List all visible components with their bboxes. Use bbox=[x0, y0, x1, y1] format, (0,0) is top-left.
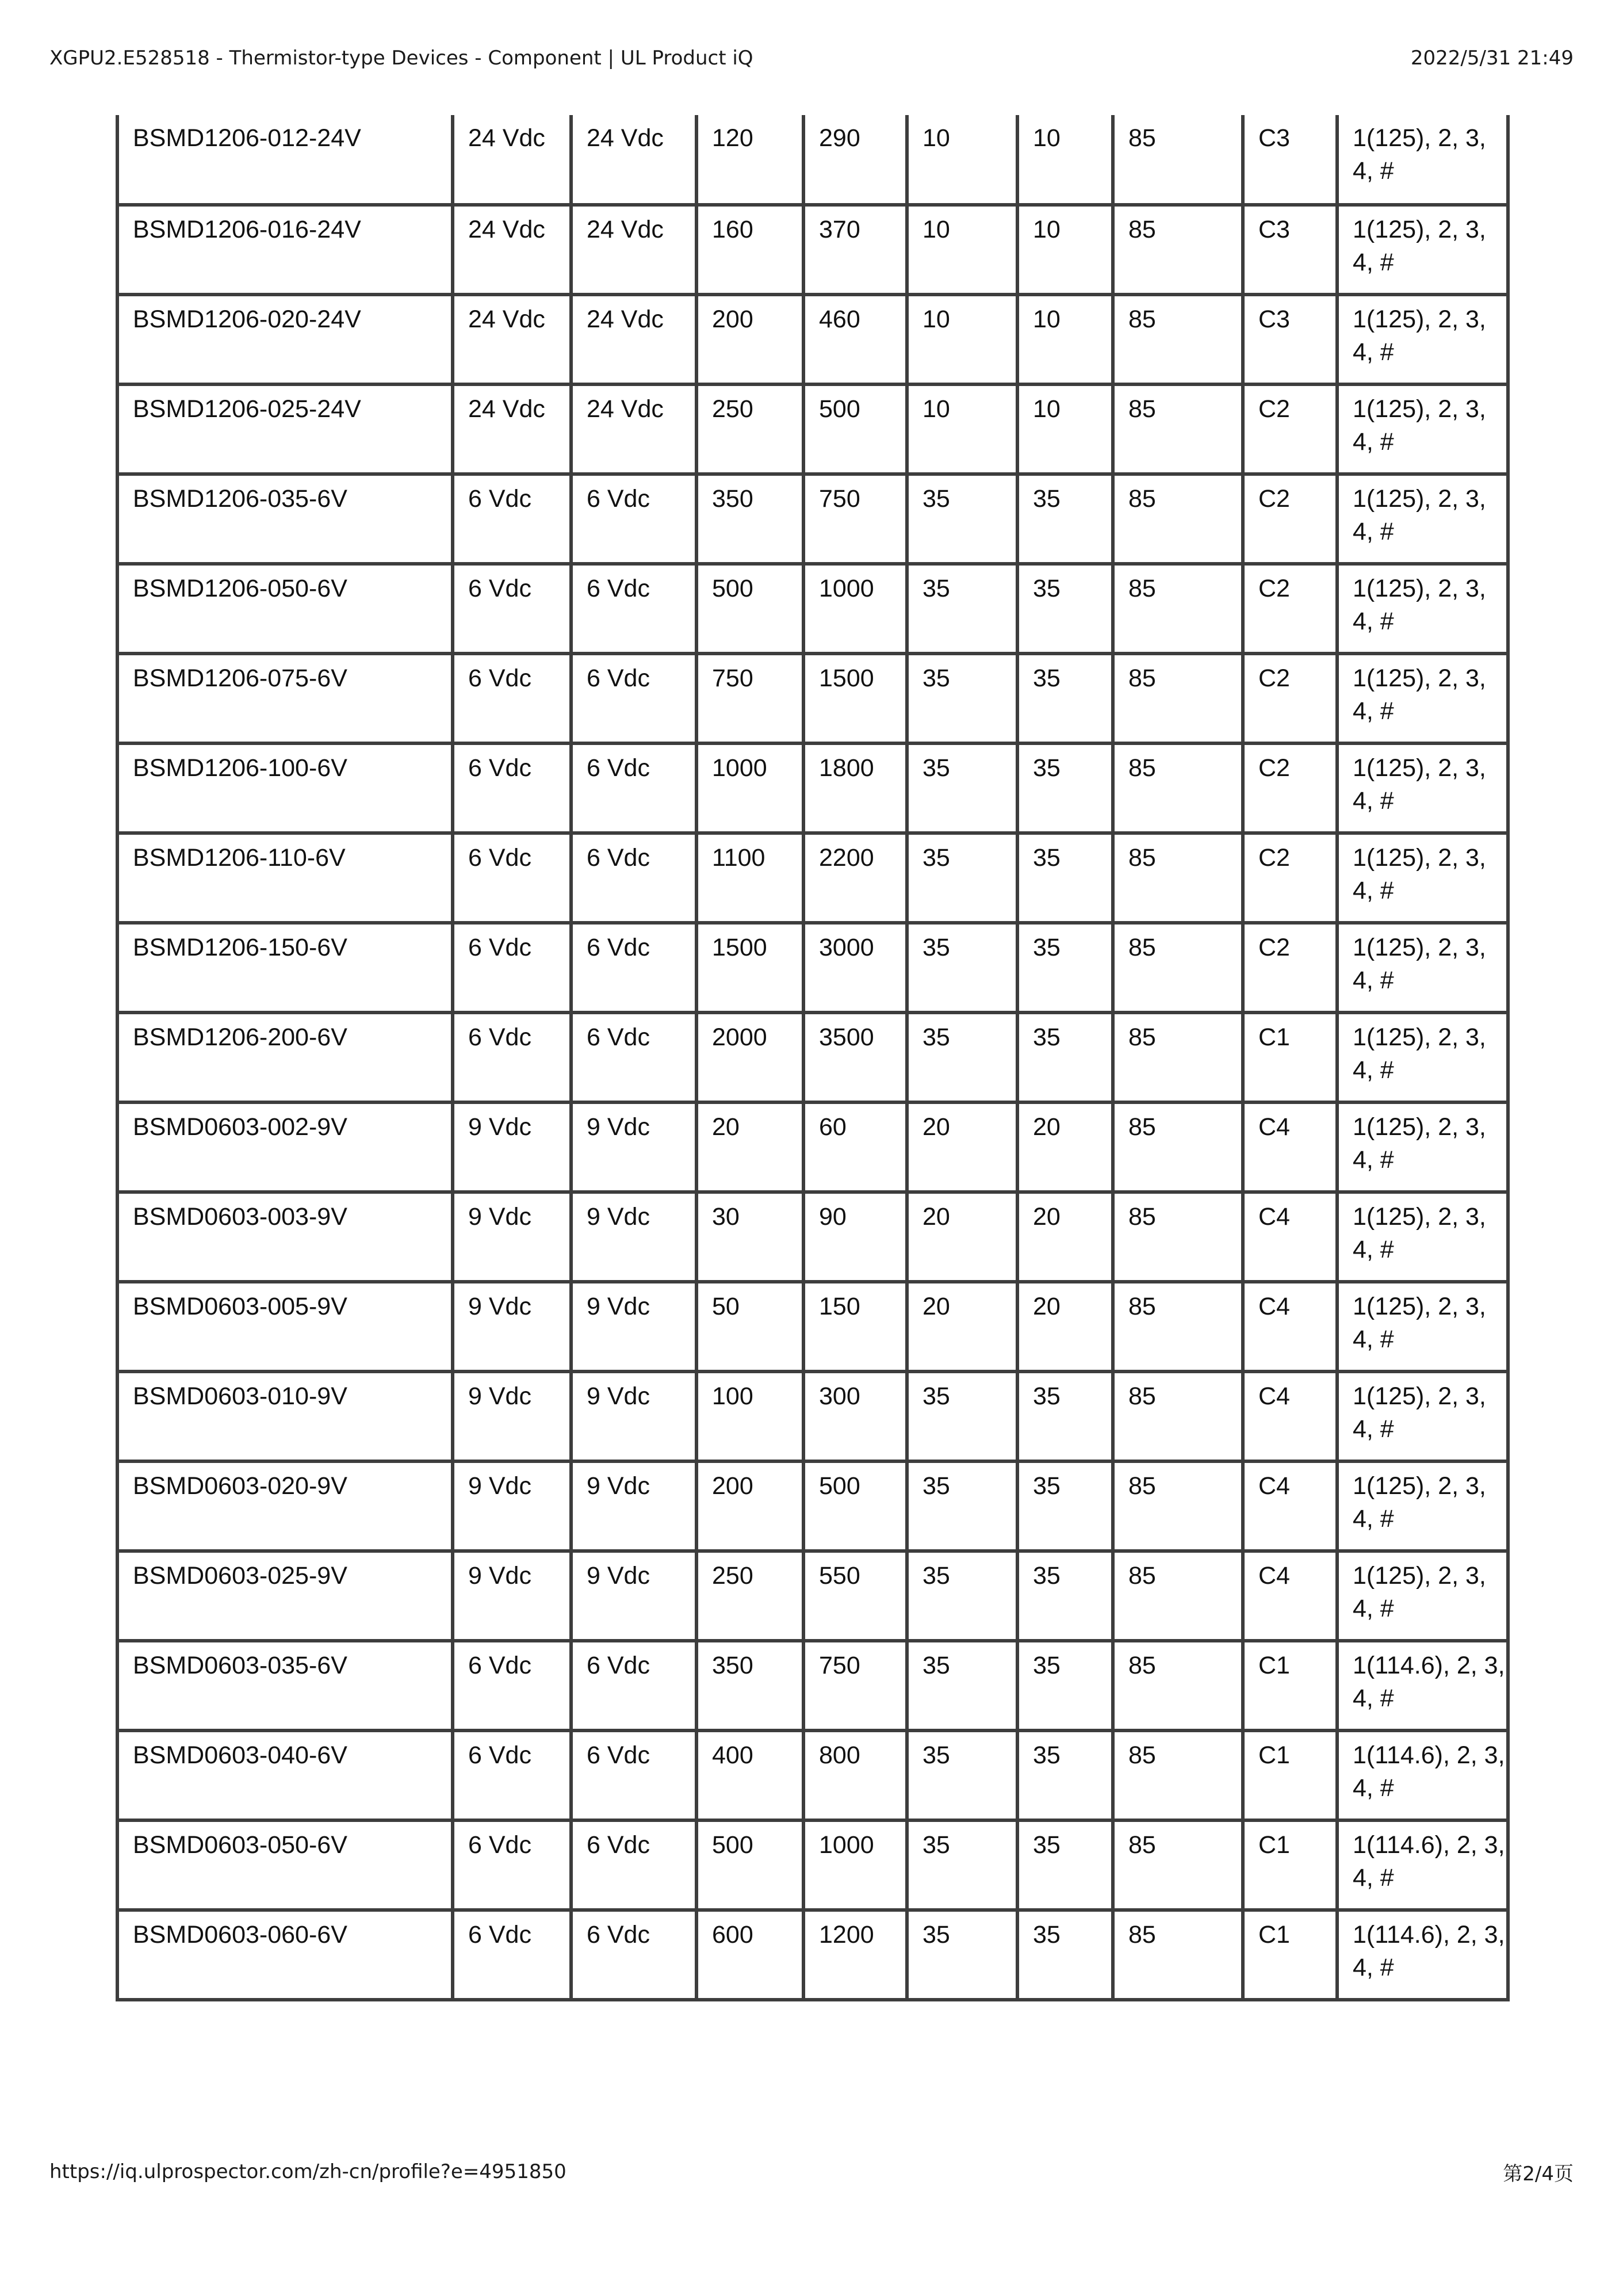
cat-no-cell: BSMD0603-010-9V bbox=[117, 1372, 453, 1461]
trip-current-cell: 1000 bbox=[803, 1820, 907, 1910]
cat-no-cell: BSMD0603-025-9V bbox=[117, 1551, 453, 1641]
max-voltage-cell: 6 Vdc bbox=[571, 654, 696, 743]
conditions-cell: 1(125), 2, 3, 4, # bbox=[1337, 1192, 1508, 1282]
max-current-a-cell: 35 bbox=[907, 564, 1017, 654]
max-temp-cell: 85 bbox=[1113, 1461, 1243, 1551]
max-voltage-cell: 9 Vdc bbox=[571, 1192, 696, 1282]
rated-voltage-cell: 24 Vdc bbox=[453, 295, 571, 384]
hold-current-cell: 120 bbox=[696, 115, 803, 205]
rated-voltage-cell: 6 Vdc bbox=[453, 923, 571, 1013]
max-voltage-cell: 6 Vdc bbox=[571, 743, 696, 833]
table-row bbox=[117, 833, 1508, 923]
category-cell: C2 bbox=[1243, 564, 1337, 654]
max-voltage-cell: 6 Vdc bbox=[571, 474, 696, 564]
max-voltage-cell: 9 Vdc bbox=[571, 1102, 696, 1192]
hold-current-cell: 350 bbox=[696, 474, 803, 564]
cat-no-cell: BSMD1206-200-6V bbox=[117, 1013, 453, 1102]
rated-voltage-cell: 6 Vdc bbox=[453, 743, 571, 833]
max-temp-cell: 85 bbox=[1113, 205, 1243, 295]
max-current-b-cell: 20 bbox=[1017, 1192, 1113, 1282]
max-temp-cell: 85 bbox=[1113, 564, 1243, 654]
cat-no-cell: BSMD1206-050-6V bbox=[117, 564, 453, 654]
table-row bbox=[117, 474, 1508, 564]
rated-voltage-cell: 6 Vdc bbox=[453, 1730, 571, 1820]
rated-voltage-cell: 9 Vdc bbox=[453, 1372, 571, 1461]
max-temp-cell: 85 bbox=[1113, 1013, 1243, 1102]
max-current-a-cell: 35 bbox=[907, 1730, 1017, 1820]
trip-current-cell: 90 bbox=[803, 1192, 907, 1282]
trip-current-cell: 550 bbox=[803, 1551, 907, 1641]
max-voltage-cell: 6 Vdc bbox=[571, 564, 696, 654]
hold-current-cell: 500 bbox=[696, 1820, 803, 1910]
max-current-a-cell: 35 bbox=[907, 1910, 1017, 2000]
max-temp-cell: 85 bbox=[1113, 384, 1243, 474]
max-temp-cell: 85 bbox=[1113, 115, 1243, 205]
trip-current-cell: 1500 bbox=[803, 654, 907, 743]
max-current-a-cell: 10 bbox=[907, 115, 1017, 205]
conditions-cell: 1(125), 2, 3, 4, # bbox=[1337, 205, 1508, 295]
cat-no-cell: BSMD1206-035-6V bbox=[117, 474, 453, 564]
table-row bbox=[117, 115, 1508, 205]
table-row bbox=[117, 1461, 1508, 1551]
max-voltage-cell: 6 Vdc bbox=[571, 1910, 696, 2000]
table-row bbox=[117, 295, 1508, 384]
conditions-cell: 1(125), 2, 3, 4, # bbox=[1337, 115, 1508, 205]
category-cell: C3 bbox=[1243, 295, 1337, 384]
category-cell: C2 bbox=[1243, 654, 1337, 743]
rated-voltage-cell: 9 Vdc bbox=[453, 1461, 571, 1551]
max-current-a-cell: 35 bbox=[907, 923, 1017, 1013]
conditions-cell: 1(125), 2, 3, 4, # bbox=[1337, 564, 1508, 654]
hold-current-cell: 1500 bbox=[696, 923, 803, 1013]
max-voltage-cell: 24 Vdc bbox=[571, 205, 696, 295]
print-footer bbox=[49, 2159, 1574, 2185]
table-row bbox=[117, 1551, 1508, 1641]
conditions-cell: 1(125), 2, 3, 4, # bbox=[1337, 1013, 1508, 1102]
category-cell: C2 bbox=[1243, 474, 1337, 564]
conditions-cell: 1(125), 2, 3, 4, # bbox=[1337, 743, 1508, 833]
trip-current-cell: 2200 bbox=[803, 833, 907, 923]
cat-no-cell: BSMD0603-040-6V bbox=[117, 1730, 453, 1820]
hold-current-cell: 750 bbox=[696, 654, 803, 743]
max-current-a-cell: 35 bbox=[907, 833, 1017, 923]
rated-voltage-cell: 24 Vdc bbox=[453, 205, 571, 295]
table-row bbox=[117, 1641, 1508, 1730]
page-indicator: 第2/4页 bbox=[1503, 2162, 1574, 2186]
cat-no-cell: BSMD0603-050-6V bbox=[117, 1820, 453, 1910]
category-cell: C2 bbox=[1243, 923, 1337, 1013]
hold-current-cell: 350 bbox=[696, 1641, 803, 1730]
trip-current-cell: 290 bbox=[803, 115, 907, 205]
table-row bbox=[117, 1910, 1508, 2000]
table-row bbox=[117, 1192, 1508, 1282]
hold-current-cell: 200 bbox=[696, 1461, 803, 1551]
table-row bbox=[117, 1282, 1508, 1372]
max-current-b-cell: 20 bbox=[1017, 1282, 1113, 1372]
hold-current-cell: 160 bbox=[696, 205, 803, 295]
category-cell: C1 bbox=[1243, 1820, 1337, 1910]
max-temp-cell: 85 bbox=[1113, 833, 1243, 923]
max-temp-cell: 85 bbox=[1113, 474, 1243, 564]
max-temp-cell: 85 bbox=[1113, 923, 1243, 1013]
max-temp-cell: 85 bbox=[1113, 654, 1243, 743]
max-current-b-cell: 10 bbox=[1017, 384, 1113, 474]
trip-current-cell: 1200 bbox=[803, 1910, 907, 2000]
trip-current-cell: 150 bbox=[803, 1282, 907, 1372]
max-current-a-cell: 35 bbox=[907, 1372, 1017, 1461]
cat-no-cell: BSMD0603-002-9V bbox=[117, 1102, 453, 1192]
max-voltage-cell: 6 Vdc bbox=[571, 923, 696, 1013]
trip-current-cell: 500 bbox=[803, 384, 907, 474]
conditions-cell: 1(125), 2, 3, 4, # bbox=[1337, 384, 1508, 474]
max-voltage-cell: 6 Vdc bbox=[571, 1730, 696, 1820]
trip-current-cell: 750 bbox=[803, 474, 907, 564]
conditions-cell: 1(125), 2, 3, 4, # bbox=[1337, 1461, 1508, 1551]
category-cell: C4 bbox=[1243, 1282, 1337, 1372]
trip-current-cell: 460 bbox=[803, 295, 907, 384]
max-current-b-cell: 35 bbox=[1017, 1461, 1113, 1551]
max-temp-cell: 85 bbox=[1113, 1730, 1243, 1820]
max-current-a-cell: 35 bbox=[907, 1461, 1017, 1551]
trip-current-cell: 500 bbox=[803, 1461, 907, 1551]
category-cell: C4 bbox=[1243, 1192, 1337, 1282]
category-cell: C1 bbox=[1243, 1641, 1337, 1730]
max-temp-cell: 85 bbox=[1113, 1102, 1243, 1192]
max-current-b-cell: 35 bbox=[1017, 923, 1113, 1013]
rated-voltage-cell: 6 Vdc bbox=[453, 564, 571, 654]
table-row bbox=[117, 1820, 1508, 1910]
max-current-b-cell: 35 bbox=[1017, 1013, 1113, 1102]
max-voltage-cell: 24 Vdc bbox=[571, 384, 696, 474]
rated-voltage-cell: 9 Vdc bbox=[453, 1102, 571, 1192]
max-current-a-cell: 10 bbox=[907, 384, 1017, 474]
category-cell: C3 bbox=[1243, 205, 1337, 295]
rated-voltage-cell: 9 Vdc bbox=[453, 1282, 571, 1372]
rated-voltage-cell: 6 Vdc bbox=[453, 1013, 571, 1102]
cat-no-cell: BSMD1206-075-6V bbox=[117, 654, 453, 743]
max-voltage-cell: 9 Vdc bbox=[571, 1282, 696, 1372]
rated-voltage-cell: 24 Vdc bbox=[453, 384, 571, 474]
document-title: XGPU2.E528518 - Thermistor-type Devices - Component | UL Product iQ bbox=[49, 47, 753, 70]
hold-current-cell: 250 bbox=[696, 1551, 803, 1641]
hold-current-cell: 100 bbox=[696, 1372, 803, 1461]
max-current-a-cell: 35 bbox=[907, 654, 1017, 743]
cat-no-cell: BSMD1206-020-24V bbox=[117, 295, 453, 384]
max-voltage-cell: 9 Vdc bbox=[571, 1551, 696, 1641]
cat-no-cell: BSMD0603-060-6V bbox=[117, 1910, 453, 2000]
hold-current-cell: 600 bbox=[696, 1910, 803, 2000]
conditions-cell: 1(114.6), 2, 3, 4, # bbox=[1337, 1820, 1508, 1910]
category-cell: C1 bbox=[1243, 1730, 1337, 1820]
component-ratings-table bbox=[116, 115, 1510, 2001]
trip-current-cell: 370 bbox=[803, 205, 907, 295]
rated-voltage-cell: 6 Vdc bbox=[453, 1910, 571, 2000]
hold-current-cell: 200 bbox=[696, 295, 803, 384]
hold-current-cell: 400 bbox=[696, 1730, 803, 1820]
hold-current-cell: 1100 bbox=[696, 833, 803, 923]
max-current-a-cell: 35 bbox=[907, 1013, 1017, 1102]
cat-no-cell: BSMD1206-150-6V bbox=[117, 923, 453, 1013]
max-current-b-cell: 10 bbox=[1017, 295, 1113, 384]
max-current-b-cell: 35 bbox=[1017, 564, 1113, 654]
cat-no-cell: BSMD0603-035-6V bbox=[117, 1641, 453, 1730]
max-voltage-cell: 9 Vdc bbox=[571, 1461, 696, 1551]
conditions-cell: 1(125), 2, 3, 4, # bbox=[1337, 654, 1508, 743]
table-row bbox=[117, 564, 1508, 654]
table-row bbox=[117, 654, 1508, 743]
table-row bbox=[117, 1102, 1508, 1192]
max-current-a-cell: 20 bbox=[907, 1282, 1017, 1372]
max-voltage-cell: 6 Vdc bbox=[571, 1013, 696, 1102]
table-row bbox=[117, 923, 1508, 1013]
rated-voltage-cell: 6 Vdc bbox=[453, 474, 571, 564]
rated-voltage-cell: 9 Vdc bbox=[453, 1551, 571, 1641]
max-current-a-cell: 20 bbox=[907, 1192, 1017, 1282]
max-voltage-cell: 24 Vdc bbox=[571, 115, 696, 205]
max-current-b-cell: 35 bbox=[1017, 1372, 1113, 1461]
table-row bbox=[117, 1013, 1508, 1102]
cat-no-cell: BSMD1206-100-6V bbox=[117, 743, 453, 833]
rated-voltage-cell: 24 Vdc bbox=[453, 115, 571, 205]
print-timestamp: 2022/5/31 21:49 bbox=[1410, 47, 1574, 70]
max-current-b-cell: 35 bbox=[1017, 1820, 1113, 1910]
max-temp-cell: 85 bbox=[1113, 1282, 1243, 1372]
max-temp-cell: 85 bbox=[1113, 1551, 1243, 1641]
max-current-a-cell: 20 bbox=[907, 1102, 1017, 1192]
conditions-cell: 1(125), 2, 3, 4, # bbox=[1337, 833, 1508, 923]
max-current-b-cell: 35 bbox=[1017, 1910, 1113, 2000]
table-row bbox=[117, 1730, 1508, 1820]
table-body bbox=[117, 115, 1508, 2000]
max-temp-cell: 85 bbox=[1113, 1910, 1243, 2000]
hold-current-cell: 30 bbox=[696, 1192, 803, 1282]
conditions-cell: 1(125), 2, 3, 4, # bbox=[1337, 923, 1508, 1013]
trip-current-cell: 1000 bbox=[803, 564, 907, 654]
max-voltage-cell: 24 Vdc bbox=[571, 295, 696, 384]
cat-no-cell: BSMD1206-110-6V bbox=[117, 833, 453, 923]
hold-current-cell: 50 bbox=[696, 1282, 803, 1372]
max-current-a-cell: 35 bbox=[907, 1551, 1017, 1641]
category-cell: C4 bbox=[1243, 1551, 1337, 1641]
cat-no-cell: BSMD0603-005-9V bbox=[117, 1282, 453, 1372]
max-current-b-cell: 35 bbox=[1017, 1551, 1113, 1641]
cat-no-cell: BSMD1206-012-24V bbox=[117, 115, 453, 205]
max-temp-cell: 85 bbox=[1113, 295, 1243, 384]
conditions-cell: 1(125), 2, 3, 4, # bbox=[1337, 1282, 1508, 1372]
cat-no-cell: BSMD0603-020-9V bbox=[117, 1461, 453, 1551]
trip-current-cell: 3500 bbox=[803, 1013, 907, 1102]
trip-current-cell: 750 bbox=[803, 1641, 907, 1730]
hold-current-cell: 2000 bbox=[696, 1013, 803, 1102]
max-temp-cell: 85 bbox=[1113, 1820, 1243, 1910]
trip-current-cell: 60 bbox=[803, 1102, 907, 1192]
max-current-b-cell: 35 bbox=[1017, 474, 1113, 564]
max-current-a-cell: 35 bbox=[907, 474, 1017, 564]
category-cell: C4 bbox=[1243, 1461, 1337, 1551]
category-cell: C4 bbox=[1243, 1102, 1337, 1192]
max-temp-cell: 85 bbox=[1113, 1192, 1243, 1282]
trip-current-cell: 300 bbox=[803, 1372, 907, 1461]
rated-voltage-cell: 6 Vdc bbox=[453, 654, 571, 743]
conditions-cell: 1(125), 2, 3, 4, # bbox=[1337, 1372, 1508, 1461]
max-current-a-cell: 35 bbox=[907, 743, 1017, 833]
category-cell: C4 bbox=[1243, 1372, 1337, 1461]
table-row bbox=[117, 743, 1508, 833]
max-current-a-cell: 10 bbox=[907, 295, 1017, 384]
conditions-cell: 1(125), 2, 3, 4, # bbox=[1337, 295, 1508, 384]
max-current-a-cell: 35 bbox=[907, 1641, 1017, 1730]
table-row bbox=[117, 384, 1508, 474]
conditions-cell: 1(125), 2, 3, 4, # bbox=[1337, 1102, 1508, 1192]
max-current-b-cell: 35 bbox=[1017, 743, 1113, 833]
hold-current-cell: 1000 bbox=[696, 743, 803, 833]
hold-current-cell: 20 bbox=[696, 1102, 803, 1192]
max-current-a-cell: 10 bbox=[907, 205, 1017, 295]
max-voltage-cell: 6 Vdc bbox=[571, 1641, 696, 1730]
max-current-b-cell: 35 bbox=[1017, 833, 1113, 923]
max-current-b-cell: 35 bbox=[1017, 654, 1113, 743]
max-voltage-cell: 6 Vdc bbox=[571, 1820, 696, 1910]
category-cell: C2 bbox=[1243, 833, 1337, 923]
category-cell: C3 bbox=[1243, 115, 1337, 205]
conditions-cell: 1(114.6), 2, 3, 4, # bbox=[1337, 1641, 1508, 1730]
max-temp-cell: 85 bbox=[1113, 1641, 1243, 1730]
category-cell: C2 bbox=[1243, 384, 1337, 474]
max-current-b-cell: 10 bbox=[1017, 205, 1113, 295]
cat-no-cell: BSMD1206-025-24V bbox=[117, 384, 453, 474]
print-header bbox=[49, 45, 1574, 71]
max-current-a-cell: 35 bbox=[907, 1820, 1017, 1910]
max-temp-cell: 85 bbox=[1113, 743, 1243, 833]
conditions-cell: 1(125), 2, 3, 4, # bbox=[1337, 474, 1508, 564]
rated-voltage-cell: 9 Vdc bbox=[453, 1192, 571, 1282]
page-url: https://iq.ulprospector.com/zh-cn/profile?e=4951850 bbox=[49, 2160, 566, 2183]
max-current-b-cell: 10 bbox=[1017, 115, 1113, 205]
max-current-b-cell: 20 bbox=[1017, 1102, 1113, 1192]
max-voltage-cell: 6 Vdc bbox=[571, 833, 696, 923]
max-voltage-cell: 9 Vdc bbox=[571, 1372, 696, 1461]
cat-no-cell: BSMD0603-003-9V bbox=[117, 1192, 453, 1282]
trip-current-cell: 800 bbox=[803, 1730, 907, 1820]
category-cell: C1 bbox=[1243, 1013, 1337, 1102]
trip-current-cell: 3000 bbox=[803, 923, 907, 1013]
conditions-cell: 1(114.6), 2, 3, 4, # bbox=[1337, 1910, 1508, 2000]
hold-current-cell: 500 bbox=[696, 564, 803, 654]
conditions-cell: 1(114.6), 2, 3, 4, # bbox=[1337, 1730, 1508, 1820]
max-current-b-cell: 35 bbox=[1017, 1730, 1113, 1820]
category-cell: C1 bbox=[1243, 1910, 1337, 2000]
rated-voltage-cell: 6 Vdc bbox=[453, 1820, 571, 1910]
trip-current-cell: 1800 bbox=[803, 743, 907, 833]
rated-voltage-cell: 6 Vdc bbox=[453, 1641, 571, 1730]
category-cell: C2 bbox=[1243, 743, 1337, 833]
max-temp-cell: 85 bbox=[1113, 1372, 1243, 1461]
max-current-b-cell: 35 bbox=[1017, 1641, 1113, 1730]
cat-no-cell: BSMD1206-016-24V bbox=[117, 205, 453, 295]
table-row bbox=[117, 1372, 1508, 1461]
rated-voltage-cell: 6 Vdc bbox=[453, 833, 571, 923]
hold-current-cell: 250 bbox=[696, 384, 803, 474]
conditions-cell: 1(125), 2, 3, 4, # bbox=[1337, 1551, 1508, 1641]
table-row bbox=[117, 205, 1508, 295]
